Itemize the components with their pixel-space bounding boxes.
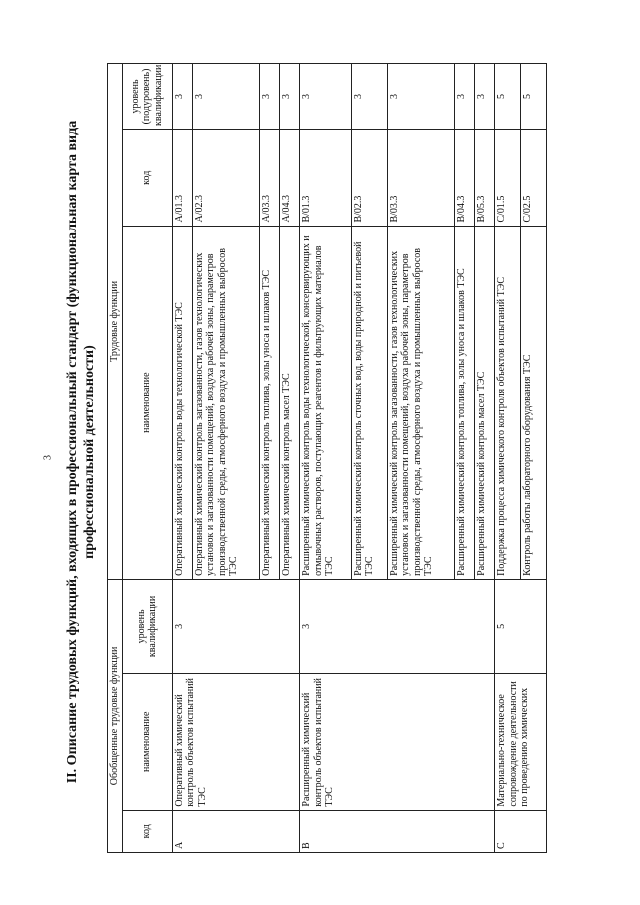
function-name: Расширенный химический контроль загазованности, газов технологических установок и загазованности помещений, воздуха рабочей зоны, параметров производственной среды, атмосферного воздуха и промышленных выбросов ТЭС bbox=[387, 226, 455, 579]
function-name: Поддержка процесса химического контроля объектов испытаний ТЭС bbox=[495, 226, 521, 579]
function-code: A/03.3 bbox=[260, 129, 280, 226]
header-labor: Трудовые функции bbox=[108, 64, 123, 580]
function-level: 3 bbox=[455, 64, 475, 130]
function-code: A/04.3 bbox=[280, 129, 300, 226]
group-name: Расширенный химический контроль объектов испытаний ТЭС bbox=[300, 674, 495, 811]
page-number: 3 bbox=[42, 455, 54, 460]
group-name: Оперативный химический контроль объектов испытаний ТЭС bbox=[172, 674, 300, 811]
group-level: 3 bbox=[300, 579, 495, 673]
function-name: Оперативный химический контроль масел ТЭС bbox=[280, 226, 300, 579]
function-code: B/02.3 bbox=[351, 129, 387, 226]
function-code: C/02.5 bbox=[521, 129, 547, 226]
header-level: уровень квалификации bbox=[122, 579, 172, 673]
group-code: A bbox=[172, 810, 300, 852]
function-code: B/04.3 bbox=[455, 129, 475, 226]
function-level: 3 bbox=[351, 64, 387, 130]
table-row bbox=[172, 64, 192, 853]
function-level: 3 bbox=[475, 64, 495, 130]
function-level: 5 bbox=[521, 64, 547, 130]
function-level: 3 bbox=[387, 64, 455, 130]
function-level: 3 bbox=[280, 64, 300, 130]
header-labor-code: код bbox=[122, 129, 172, 226]
function-code: B/05.3 bbox=[475, 129, 495, 226]
group-level: 3 bbox=[172, 579, 300, 673]
function-name: Оперативный химический контроль загазованности, газов технологических установок и загазованности помещений, воздуха рабочей зоны, параметров производственной среды, атмосферного воздуха и промышленных выбросов ТЭС bbox=[192, 226, 260, 579]
title-line-2: профессиональной деятельности) bbox=[82, 345, 97, 559]
function-level: 5 bbox=[495, 64, 521, 130]
header-generalized: Обобщенные трудовые функции bbox=[108, 579, 123, 852]
function-name: Оперативный химический контроль воды технологической ТЭС bbox=[172, 226, 192, 579]
function-name: Расширенный химический контроль топлива, золы уноса и шлаков ТЭС bbox=[455, 226, 475, 579]
function-level: 3 bbox=[260, 64, 280, 130]
function-name: Оперативный химический контроль топлива, золы уноса и шлаков ТЭС bbox=[260, 226, 280, 579]
table-row bbox=[495, 64, 521, 853]
header-name: наименование bbox=[122, 674, 172, 811]
group-code: C bbox=[495, 810, 547, 852]
function-code: A/02.3 bbox=[192, 129, 260, 226]
function-name: Расширенный химический контроль масел ТЭС bbox=[475, 226, 495, 579]
function-code: B/03.3 bbox=[387, 129, 455, 226]
header-labor-name: наименование bbox=[122, 226, 172, 579]
function-name: Расширенный химический контроль сточных вод, воды природной и питьевой ТЭС bbox=[351, 226, 387, 579]
function-code: A/01.3 bbox=[172, 129, 192, 226]
group-code: B bbox=[300, 810, 495, 852]
title-line-1: II. Описание трудовых функций, входящих в профессиональный стандарт (функциональная карта вида bbox=[65, 120, 80, 784]
table-row bbox=[300, 64, 352, 853]
function-level: 3 bbox=[172, 64, 192, 130]
function-level: 3 bbox=[192, 64, 260, 130]
header-code: код bbox=[122, 810, 172, 852]
function-code: C/01.5 bbox=[495, 129, 521, 226]
function-name: Контроль работы лабораторного оборудования ТЭС bbox=[521, 226, 547, 579]
function-level: 3 bbox=[300, 64, 352, 130]
function-code: B/01.3 bbox=[300, 129, 352, 226]
header-labor-level: уровень (подуровень) квалификации bbox=[122, 64, 172, 130]
functional-map-table bbox=[107, 63, 547, 853]
group-name: Материально-техническое сопровождение деятельности по проведению химических bbox=[495, 674, 547, 811]
group-level: 5 bbox=[495, 579, 547, 673]
function-name: Расширенный химический контроль воды технологической, консервирующих и отмывочных растворов, поступающих реагентов и фильтрующих материалов ТЭС bbox=[300, 226, 352, 579]
section-title bbox=[64, 62, 104, 842]
